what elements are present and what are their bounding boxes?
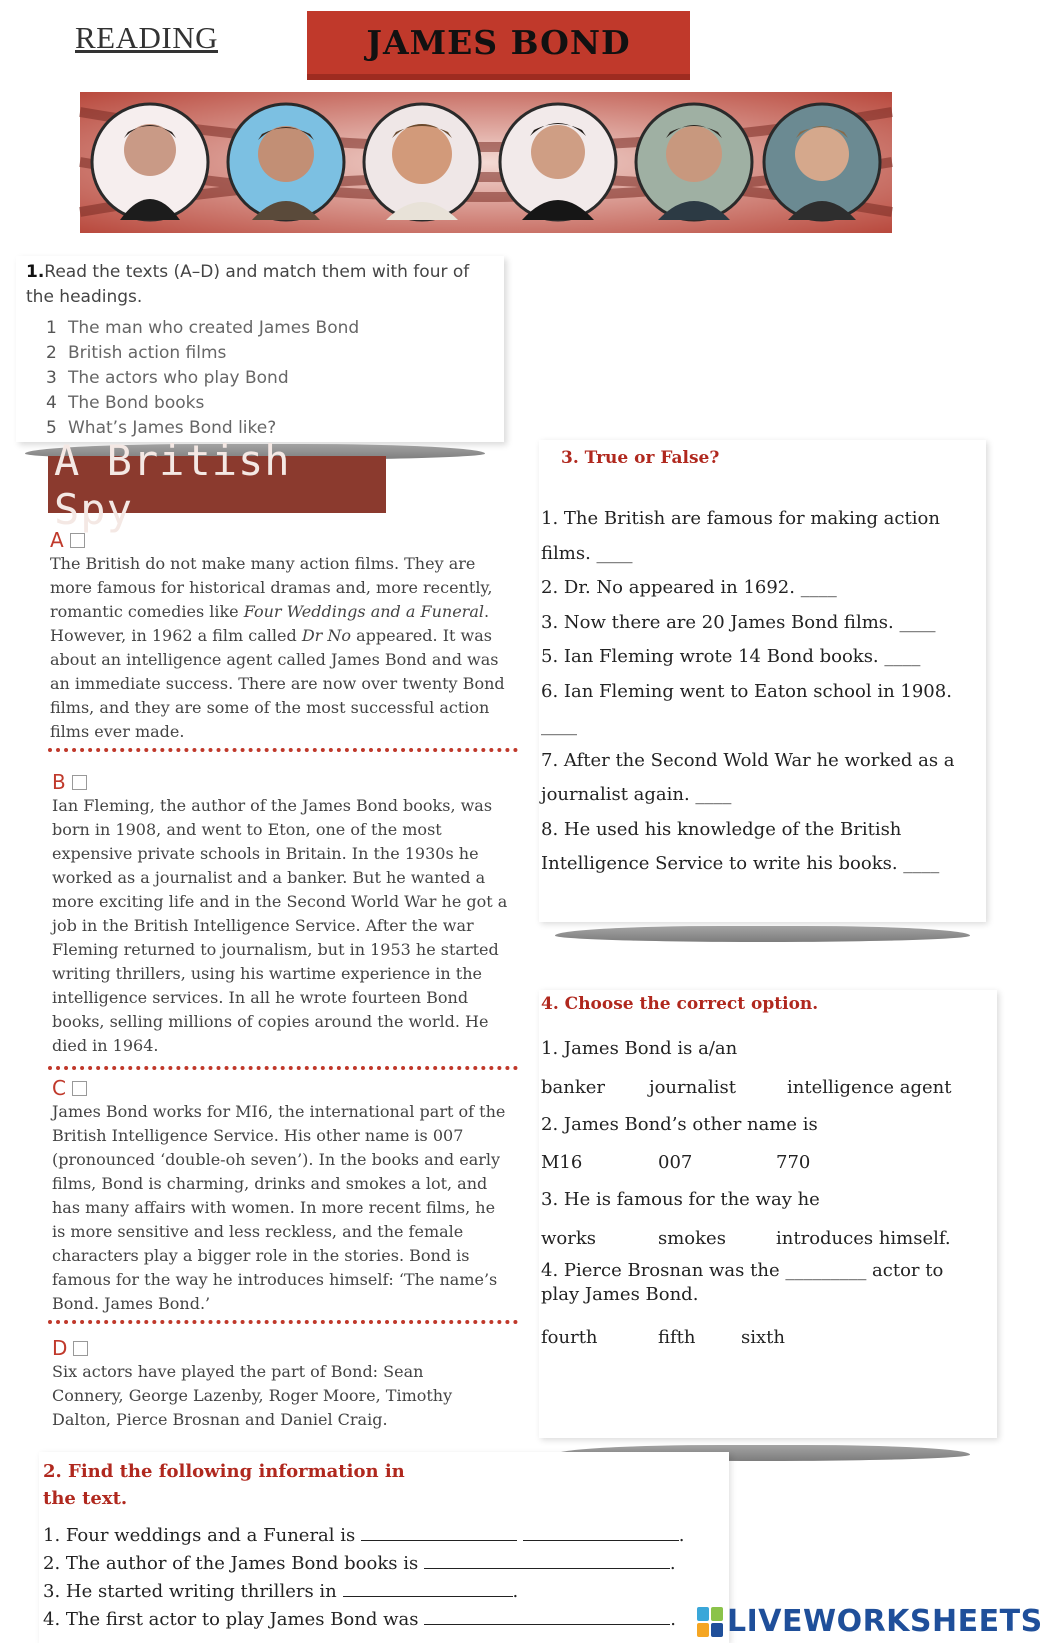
mc-question: 3. He is famous for the way he <box>541 1189 820 1210</box>
mc-option[interactable]: smokes <box>658 1227 726 1249</box>
true-false-item[interactable]: 1. The British are famous for making action films. ____ <box>541 508 940 564</box>
paragraph-c: James Bond works for MI6, the international part of the British Intelligence Service. His other name is 007 (pronounced ‘double-oh seven’). In the books and early films, Bond is charming, drinks and smokes a lot, and has many affairs with women. In more recent films, he is more sensitive and less reckless, and the female characters play a bigger role in the stories. Bond is famous for the way he introduces himself: ‘The name’s Bond. James Bond.’ <box>52 1102 506 1313</box>
mc-option[interactable]: journalist <box>649 1076 736 1098</box>
mc-options <box>541 1228 997 1249</box>
true-false-item[interactable]: 7. After the Second Wold War he worked as a journalist again. ____ <box>541 749 955 805</box>
heading-item: 2 British action films <box>46 343 227 363</box>
answer-blank[interactable] <box>361 1523 517 1541</box>
paragraph-c-answer-box[interactable] <box>72 1081 87 1096</box>
mc-option[interactable]: sixth <box>741 1326 785 1348</box>
paragraph-c-header: C <box>52 1076 87 1100</box>
paragraph-d-answer-box[interactable] <box>73 1341 88 1356</box>
page-title: JAMES BOND <box>366 23 631 62</box>
mc-option[interactable]: 770 <box>776 1152 811 1173</box>
paragraph-d-header: D <box>52 1336 88 1360</box>
true-false-item[interactable]: 3. Now there are 20 James Bond films. ____ <box>541 611 936 633</box>
mc-option[interactable]: 007 <box>658 1152 693 1173</box>
true-false-item[interactable]: 6. Ian Fleming went to Eaton school in 1908. ____ <box>541 680 952 736</box>
mc-option[interactable]: banker <box>541 1076 606 1098</box>
find-information-item: 2. The author of the James Bond books is . <box>43 1553 676 1574</box>
mc-option[interactable]: fourth <box>541 1326 598 1348</box>
answer-blank[interactable] <box>424 1551 670 1569</box>
mc-option[interactable]: fifth <box>658 1326 696 1348</box>
reading-label: READING <box>75 20 218 55</box>
logo-mark-icon <box>697 1607 723 1637</box>
torn-strip <box>555 926 970 942</box>
paragraph-a-answer-box[interactable] <box>70 533 85 548</box>
paragraph-b: Ian Fleming, the author of the James Bond books, was born in 1908, and went to Eton, one of the most expensive private schools in Britain. In the 1930s he worked as a journalist and a banker. But he wanted a more exciting life and in the Second World War he got a job in the British Intelligence Service. After the war Fleming returned to journalism, but in 1953 he started writing thrillers, using his wartime experience in the intelligence services. In all he wrote fourteen Bond books, selling millions of copies around the world. He died in 1964. <box>52 796 508 1055</box>
mc-options <box>541 1152 997 1173</box>
mc-option[interactable]: works <box>541 1227 596 1249</box>
mc-option[interactable]: M16 <box>541 1152 583 1173</box>
heading-item: 4 The Bond books <box>46 393 205 413</box>
portrait-4 <box>500 104 616 220</box>
title-banner <box>307 11 690 80</box>
portrait-banner-graphic <box>80 92 892 233</box>
portrait-6 <box>764 104 880 220</box>
mc-option[interactable]: introduces himself. <box>776 1227 951 1249</box>
instruction-number: 1. <box>26 262 45 282</box>
mc-options <box>541 1327 997 1348</box>
paragraph-d: Six actors have played the part of Bond: Sean Connery, George Lazenby, Roger Moore, Timothy Dalton, Pierce Brosnan and Daniel Craig. <box>52 1362 453 1429</box>
answer-blank[interactable] <box>523 1523 679 1541</box>
paragraph-a: The British do not make many action films. They are more famous for historical dramas and, more recently, romantic comedies like Four Weddings and a Funeral. However, in 1962 a film called Dr No appeared. It was about an intelligence agent called James Bond and was an immediate success. There are now over twenty Bond films, and they are some of the most successful action films ever made. <box>50 554 505 741</box>
heading-item: 5 What’s James Bond like? <box>46 418 277 438</box>
true-false-item[interactable]: 8. He used his knowledge of the British Intelligence Service to write his books. ____ <box>541 818 940 874</box>
paragraph-b-header: B <box>52 770 87 794</box>
logo-text: LIVEWORKSHEETS <box>727 1604 1043 1639</box>
mc-question: 1. James Bond is a/an <box>541 1038 738 1059</box>
find-information-item: 1. Four weddings and a Funeral is . <box>43 1525 685 1546</box>
paragraph-a-header: A <box>50 528 85 552</box>
multiple-choice-section <box>539 990 997 1438</box>
mc-question: 4. Pierce Brosnan was the _________ actor to play James Bond. <box>541 1259 944 1305</box>
heading-item: 1 The man who created James Bond <box>46 318 360 338</box>
paragraph-b-answer-box[interactable] <box>72 775 87 790</box>
mc-options <box>541 1077 997 1098</box>
dotted-divider <box>48 1066 518 1070</box>
find-information-section <box>39 1452 729 1643</box>
headings-list <box>24 316 496 441</box>
mc-question: 2. James Bond’s other name is <box>541 1113 818 1135</box>
liveworksheets-logo <box>697 1604 1043 1639</box>
find-information-heading: 2. Find the following information in the text. <box>43 1461 405 1509</box>
answer-blank[interactable] <box>343 1579 513 1597</box>
portrait-banner <box>80 92 892 233</box>
true-false-item[interactable]: 2. Dr. No appeared in 1692. ____ <box>541 577 837 598</box>
dotted-divider <box>48 1320 518 1324</box>
true-false-item[interactable]: 5. Ian Fleming wrote 14 Bond books. ____ <box>541 646 921 667</box>
article-title-bar <box>48 435 386 534</box>
portrait-3 <box>364 104 480 220</box>
portrait-2 <box>228 104 344 220</box>
true-false-section <box>539 440 986 922</box>
dotted-divider <box>48 748 518 752</box>
portrait-5 <box>636 104 752 220</box>
instruction-text: 1.Read the texts (A–D) and match them with four of the headings. <box>26 262 470 307</box>
find-information-item: 4. The first actor to play James Bond was . <box>43 1609 676 1630</box>
multiple-choice-heading: 4. Choose the correct option. <box>541 994 819 1014</box>
mc-option[interactable]: intelligence agent <box>787 1076 952 1098</box>
answer-blank[interactable] <box>424 1607 670 1625</box>
heading-item: 3 The actors who play Bond <box>46 368 289 388</box>
matching-instructions <box>16 256 504 442</box>
find-information-item: 3. He started writing thrillers in . <box>43 1581 519 1602</box>
article-title: A British Spy <box>54 435 291 534</box>
portrait-1 <box>92 104 208 220</box>
true-false-heading: 3. True or False? <box>561 448 720 468</box>
